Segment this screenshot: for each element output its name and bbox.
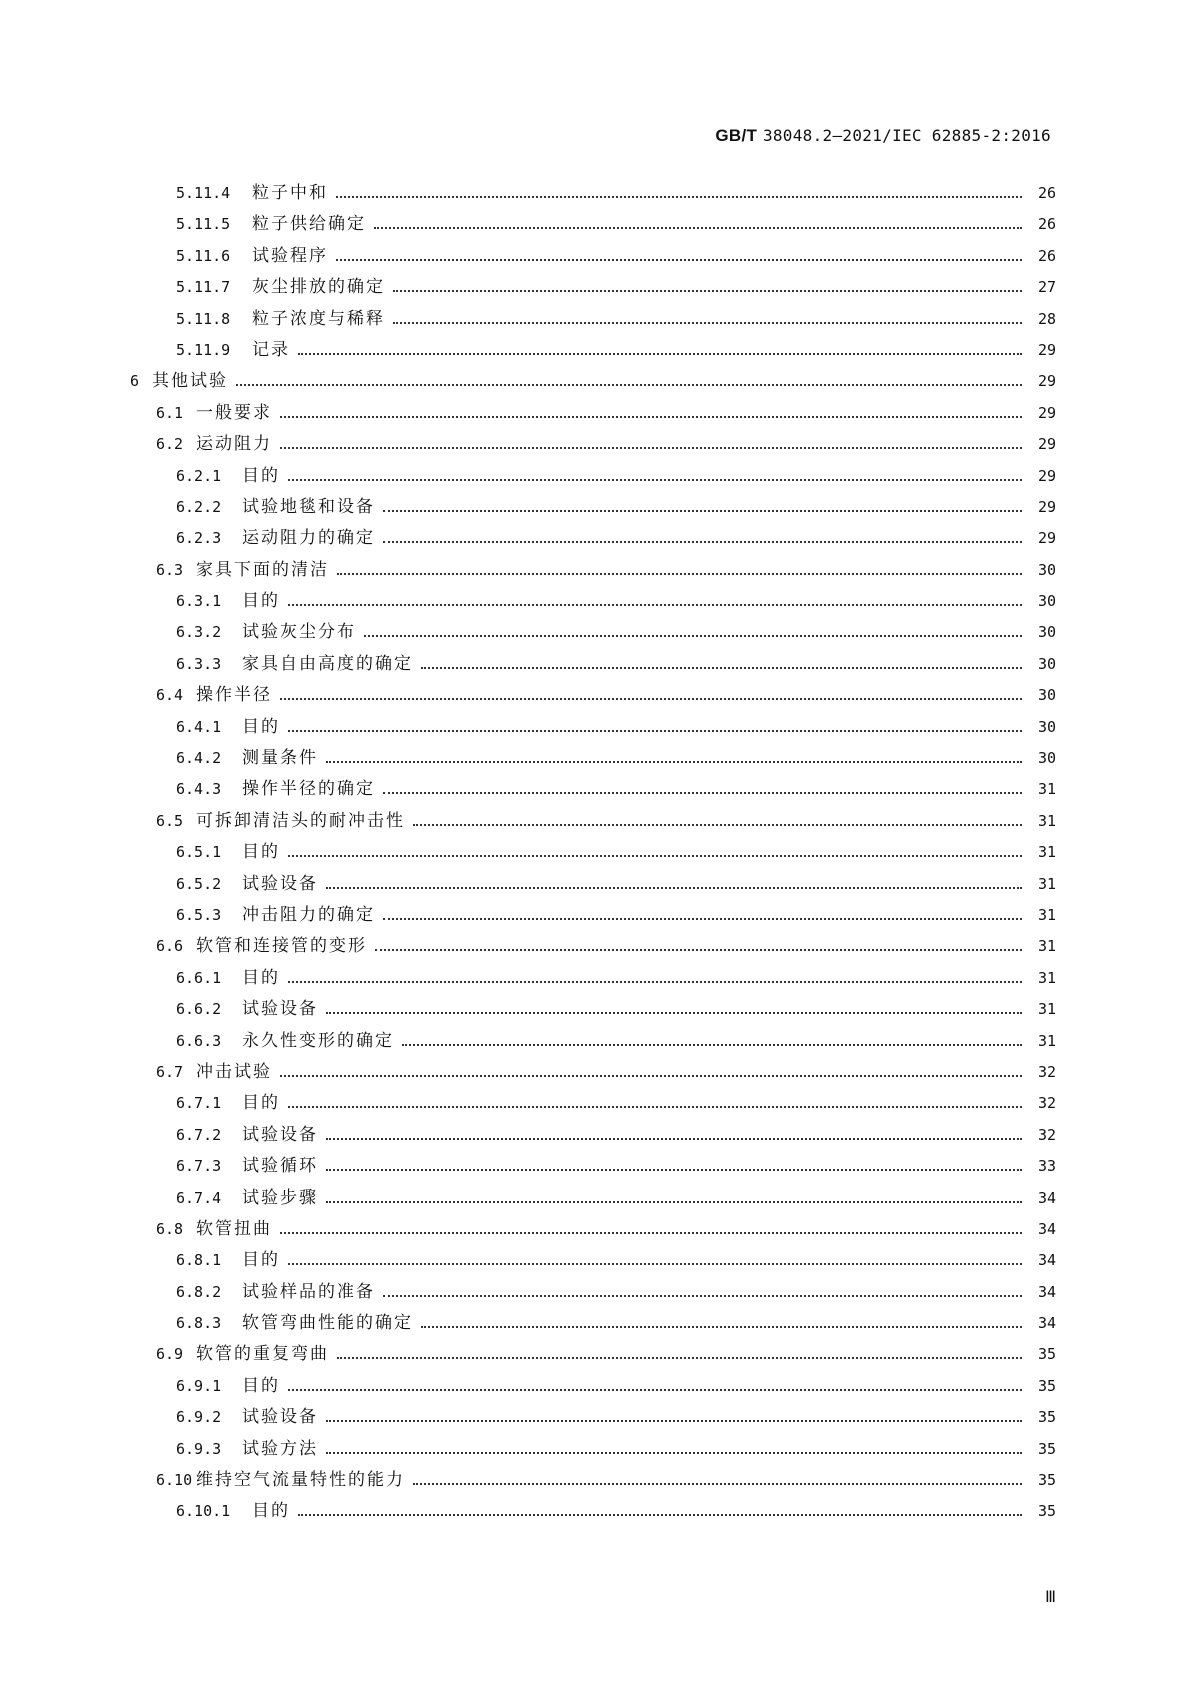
toc-dot-leader — [393, 290, 1022, 292]
toc-entry-page: 34 — [1037, 1282, 1056, 1301]
toc-entry-page: 30 — [1037, 560, 1056, 579]
toc-dot-leader — [374, 227, 1022, 229]
toc-entry-number: 6.6.2 — [176, 1000, 222, 1019]
toc-entry-page: 31 — [1037, 905, 1056, 924]
toc-dot-leader — [383, 792, 1022, 794]
document-header — [715, 126, 1051, 146]
toc-entry-number: 6.4 — [156, 686, 184, 705]
toc-entry[interactable] — [130, 774, 1056, 805]
toc-entry-number: 6.4.3 — [176, 780, 222, 799]
toc-entry-page: 29 — [1037, 435, 1056, 454]
toc-entry-number: 6.9.1 — [176, 1376, 222, 1395]
toc-entry-page: 29 — [1037, 340, 1056, 359]
toc-entry[interactable] — [130, 209, 1056, 240]
toc-entry[interactable] — [130, 900, 1056, 931]
toc-entry-title: 粒子中和 — [252, 183, 328, 203]
toc-dot-leader — [298, 353, 1022, 355]
toc-entry[interactable] — [130, 994, 1056, 1025]
toc-entry-title: 冲击试验 — [196, 1061, 272, 1082]
toc-dot-leader — [336, 259, 1022, 261]
toc-entry[interactable] — [130, 931, 1056, 962]
toc-entry-page: 30 — [1037, 686, 1056, 705]
toc-entry-title: 试验灰尘分布 — [242, 622, 356, 643]
toc-dot-leader — [236, 384, 1022, 386]
toc-entry[interactable] — [130, 1026, 1056, 1057]
toc-entry-page: 29 — [1037, 403, 1056, 422]
toc-dot-leader — [337, 1357, 1022, 1359]
toc-entry-number: 6 — [130, 372, 140, 391]
toc-entry-title: 记录 — [252, 339, 290, 360]
toc-entry[interactable] — [130, 1088, 1056, 1119]
toc-dot-leader — [288, 1263, 1022, 1265]
toc-dot-leader — [326, 1012, 1022, 1014]
toc-entry-page: 34 — [1037, 1188, 1056, 1207]
toc-dot-leader — [326, 761, 1022, 763]
toc-entry-number: 6.4.1 — [176, 717, 222, 736]
toc-dot-leader — [288, 981, 1022, 983]
toc-dot-leader — [280, 416, 1022, 418]
toc-entry-number: 6.3 — [156, 560, 184, 579]
toc-dot-leader — [280, 1075, 1022, 1077]
toc-entry-page: 35 — [1037, 1408, 1056, 1427]
toc-entry-page: 31 — [1037, 1000, 1056, 1019]
toc-entry-title: 目的 — [242, 591, 280, 612]
toc-entry-title: 试验地毯和设备 — [242, 496, 375, 517]
toc-entry-number: 6.7.2 — [176, 1125, 222, 1144]
toc-entry[interactable] — [130, 586, 1056, 617]
toc-entry-title: 目的 — [242, 716, 280, 737]
toc-dot-leader — [288, 855, 1022, 857]
toc-entry[interactable] — [130, 680, 1056, 711]
toc-entry-title: 目的 — [252, 1501, 290, 1522]
toc-entry-number: 6.1 — [156, 403, 184, 422]
toc-entry-title: 软管扭曲 — [196, 1218, 272, 1239]
toc-entry[interactable] — [130, 492, 1056, 523]
toc-entry-page: 29 — [1037, 372, 1056, 391]
toc-entry-number: 6.10 — [156, 1471, 193, 1490]
toc-entry-number: 6.7.4 — [176, 1188, 222, 1207]
toc-entry-page: 30 — [1037, 623, 1056, 642]
toc-entry[interactable] — [130, 335, 1056, 366]
toc-entry-number: 6.5.3 — [176, 905, 222, 924]
toc-entry-number: 6.9.2 — [176, 1408, 222, 1427]
toc-entry-number: 6.10.1 — [176, 1502, 231, 1521]
toc-entry-page: 35 — [1037, 1502, 1056, 1521]
toc-entry-number: 6.8.1 — [176, 1251, 222, 1270]
toc-entry[interactable] — [130, 178, 1056, 209]
toc-entry-number: 6.5.1 — [176, 843, 222, 862]
toc-entry-number: 6.7.1 — [176, 1094, 222, 1113]
toc-entry-title: 永久性变形的确定 — [242, 1030, 394, 1051]
toc-entry-number: 5.11.9 — [176, 340, 231, 359]
toc-entry-title: 家具自由高度的确定 — [242, 653, 413, 674]
toc-entry-title: 目的 — [242, 1093, 280, 1114]
toc-entry[interactable] — [130, 806, 1056, 837]
toc-entry-page: 31 — [1037, 937, 1056, 956]
toc-dot-leader — [288, 479, 1022, 481]
toc-entry[interactable] — [130, 272, 1056, 303]
toc-dot-leader — [364, 635, 1022, 637]
toc-entry[interactable] — [130, 1151, 1056, 1182]
toc-entry[interactable] — [130, 1277, 1056, 1308]
toc-entry-title: 运动阻力的确定 — [242, 528, 375, 549]
toc-entry-title: 试验样品的准备 — [242, 1281, 375, 1302]
toc-entry-title: 软管的重复弯曲 — [196, 1344, 329, 1365]
toc-dot-leader — [280, 1232, 1022, 1234]
toc-dot-leader — [326, 887, 1022, 889]
toc-entry[interactable] — [130, 1402, 1056, 1433]
toc-entry-number: 6.8.2 — [176, 1282, 222, 1301]
toc-entry-page: 26 — [1037, 215, 1056, 234]
toc-entry-page: 35 — [1037, 1345, 1056, 1364]
toc-dot-leader — [326, 1201, 1022, 1203]
toc-entry[interactable] — [130, 837, 1056, 868]
toc-entry[interactable] — [130, 1183, 1056, 1214]
toc-entry-page: 26 — [1037, 246, 1056, 265]
toc-entry[interactable] — [130, 1120, 1056, 1151]
toc-entry-title: 试验设备 — [242, 999, 318, 1020]
toc-entry-title: 操作半径的确定 — [242, 779, 375, 800]
toc-entry-title: 操作半径 — [196, 685, 272, 706]
toc-entry-title: 其他试验 — [152, 371, 228, 392]
toc-entry-number: 5.11.7 — [176, 278, 231, 297]
toc-entry-title: 试验循环 — [242, 1156, 318, 1177]
toc-dot-leader — [383, 918, 1022, 920]
toc-entry-page: 31 — [1037, 968, 1056, 987]
toc-entry-page: 27 — [1037, 278, 1056, 297]
toc-entry[interactable] — [130, 304, 1056, 335]
toc-entry[interactable] — [130, 1308, 1056, 1339]
toc-entry[interactable] — [130, 461, 1056, 492]
toc-dot-leader — [337, 573, 1022, 575]
toc-entry-page: 32 — [1037, 1125, 1056, 1144]
toc-entry-number: 6.8.3 — [176, 1314, 222, 1333]
toc-entry-number: 6.5 — [156, 811, 184, 830]
toc-dot-leader — [288, 1389, 1022, 1391]
toc-entry-page: 31 — [1037, 874, 1056, 893]
standard-prefix: GB/T — [715, 126, 758, 145]
toc-entry-page: 32 — [1037, 1094, 1056, 1113]
toc-entry-number: 6.9 — [156, 1345, 184, 1364]
toc-entry-title: 软管和连接管的变形 — [196, 936, 367, 957]
toc-entry[interactable] — [130, 429, 1056, 460]
toc-entry-title: 维持空气流量特性的能力 — [196, 1470, 405, 1491]
toc-entry-title: 试验步骤 — [242, 1187, 318, 1208]
toc-entry-number: 6.4.2 — [176, 749, 222, 768]
toc-entry-title: 试验程序 — [252, 245, 328, 266]
toc-entry-title: 运动阻力 — [196, 434, 272, 455]
toc-entry-number: 5.11.4 — [176, 184, 231, 202]
toc-entry-number: 6.6.1 — [176, 968, 222, 987]
toc-entry[interactable] — [130, 963, 1056, 994]
toc-entry-page: 31 — [1037, 1031, 1056, 1050]
toc-dot-leader — [393, 322, 1022, 324]
toc-entry-page: 33 — [1037, 1157, 1056, 1176]
toc-entry-number: 6.5.2 — [176, 874, 222, 893]
standard-code: 38048.2—2021/IEC 62885-2:2016 — [762, 126, 1051, 145]
toc-entry-title: 测量条件 — [242, 748, 318, 769]
toc-entry-page: 28 — [1037, 309, 1056, 328]
toc-entry-title: 灰尘排放的确定 — [252, 277, 385, 298]
toc-entry-page: 32 — [1037, 1062, 1056, 1081]
toc-entry-number: 6.6.3 — [176, 1031, 222, 1050]
toc-dot-leader — [336, 196, 1022, 198]
toc-dot-leader — [375, 949, 1022, 951]
toc-entry-title: 目的 — [242, 842, 280, 863]
toc-entry-title: 试验设备 — [242, 1407, 318, 1428]
toc-entry-number: 6.3.1 — [176, 592, 222, 611]
toc-entry-title: 可拆卸清洁头的耐冲击性 — [196, 810, 405, 831]
toc-dot-leader — [413, 824, 1022, 826]
toc-entry[interactable] — [130, 712, 1056, 743]
toc-dot-leader — [326, 1138, 1022, 1140]
toc-entry[interactable] — [130, 1214, 1056, 1245]
toc-entry-title: 试验设备 — [242, 873, 318, 894]
toc-entry-title: 试验方法 — [242, 1438, 318, 1459]
toc-entry[interactable] — [130, 398, 1056, 429]
toc-entry-number: 6.7 — [156, 1062, 184, 1081]
toc-entry-number: 6.3.2 — [176, 623, 222, 642]
toc-entry-number: 6.9.3 — [176, 1439, 222, 1458]
toc-entry[interactable] — [130, 241, 1056, 272]
toc-entry-number: 5.11.6 — [176, 246, 231, 265]
toc-dot-leader — [402, 1044, 1022, 1046]
toc-entry-number: 6.7.3 — [176, 1157, 222, 1176]
toc-entry-page: 30 — [1037, 717, 1056, 736]
toc-dot-leader — [421, 667, 1022, 669]
toc-entry-title: 一般要求 — [196, 402, 272, 423]
toc-entry-page: 30 — [1037, 592, 1056, 611]
toc-entry[interactable] — [130, 555, 1056, 586]
toc-entry-page: 34 — [1037, 1251, 1056, 1270]
toc-entry-title: 软管弯曲性能的确定 — [242, 1313, 413, 1334]
toc-entry-number: 6.2.2 — [176, 497, 222, 516]
toc-entry-page: 35 — [1037, 1376, 1056, 1395]
page-number: Ⅲ — [1044, 1589, 1056, 1606]
toc-entry[interactable] — [130, 869, 1056, 900]
toc-entry-page: 26 — [1037, 184, 1056, 202]
toc-entry-title: 目的 — [242, 465, 280, 486]
toc-entry-page: 29 — [1037, 466, 1056, 485]
toc-entry[interactable] — [130, 1434, 1056, 1465]
toc-entry-title: 目的 — [242, 1250, 280, 1271]
toc-entry-page: 30 — [1037, 654, 1056, 673]
toc-entry-number: 6.6 — [156, 937, 184, 956]
toc-entry-page: 29 — [1037, 529, 1056, 548]
toc-entry[interactable] — [130, 1496, 1056, 1527]
toc-entry[interactable] — [130, 523, 1056, 554]
toc-entry[interactable] — [130, 1057, 1056, 1088]
table-of-contents — [130, 178, 1056, 1528]
toc-entry[interactable] — [130, 1339, 1056, 1370]
toc-entry[interactable] — [130, 1371, 1056, 1402]
toc-entry-number: 6.3.3 — [176, 654, 222, 673]
toc-entry-number: 5.11.5 — [176, 215, 231, 234]
toc-dot-leader — [421, 1326, 1022, 1328]
toc-entry-page: 29 — [1037, 497, 1056, 516]
toc-dot-leader — [383, 510, 1022, 512]
toc-entry-page: 35 — [1037, 1439, 1056, 1458]
toc-dot-leader — [280, 447, 1022, 449]
toc-entry-page: 35 — [1037, 1471, 1056, 1490]
toc-entry[interactable] — [130, 1245, 1056, 1276]
toc-entry-title: 粒子供给确定 — [252, 214, 366, 235]
toc-entry-number: 6.2 — [156, 435, 184, 454]
toc-entry-number: 5.11.8 — [176, 309, 231, 328]
toc-dot-leader — [326, 1452, 1022, 1454]
toc-dot-leader — [280, 698, 1022, 700]
toc-dot-leader — [288, 1106, 1022, 1108]
toc-entry[interactable] — [130, 617, 1056, 648]
toc-dot-leader — [326, 1420, 1022, 1422]
toc-entry[interactable] — [130, 743, 1056, 774]
toc-entry-page: 31 — [1037, 843, 1056, 862]
toc-entry-title: 试验设备 — [242, 1124, 318, 1145]
toc-dot-leader — [383, 1295, 1022, 1297]
toc-entry[interactable] — [130, 366, 1056, 397]
toc-entry-title: 家具下面的清洁 — [196, 559, 329, 580]
toc-dot-leader — [326, 1169, 1022, 1171]
toc-dot-leader — [383, 541, 1022, 543]
toc-entry-title: 粒子浓度与稀释 — [252, 308, 385, 329]
toc-entry-page: 31 — [1037, 811, 1056, 830]
toc-entry-title: 目的 — [242, 967, 280, 988]
toc-entry-page: 34 — [1037, 1219, 1056, 1238]
toc-dot-leader — [413, 1483, 1022, 1485]
toc-entry-number: 6.2.1 — [176, 466, 222, 485]
toc-entry-number: 6.2.3 — [176, 529, 222, 548]
toc-entry[interactable] — [130, 1465, 1056, 1496]
toc-entry-title: 冲击阻力的确定 — [242, 904, 375, 925]
toc-entry-page: 31 — [1037, 780, 1056, 799]
toc-dot-leader — [298, 1514, 1022, 1516]
toc-entry-number: 6.8 — [156, 1219, 184, 1238]
toc-entry[interactable] — [130, 649, 1056, 680]
toc-entry-page: 34 — [1037, 1314, 1056, 1333]
toc-dot-leader — [288, 604, 1022, 606]
toc-entry-page: 30 — [1037, 749, 1056, 768]
toc-entry-title: 目的 — [242, 1375, 280, 1396]
toc-dot-leader — [288, 730, 1022, 732]
